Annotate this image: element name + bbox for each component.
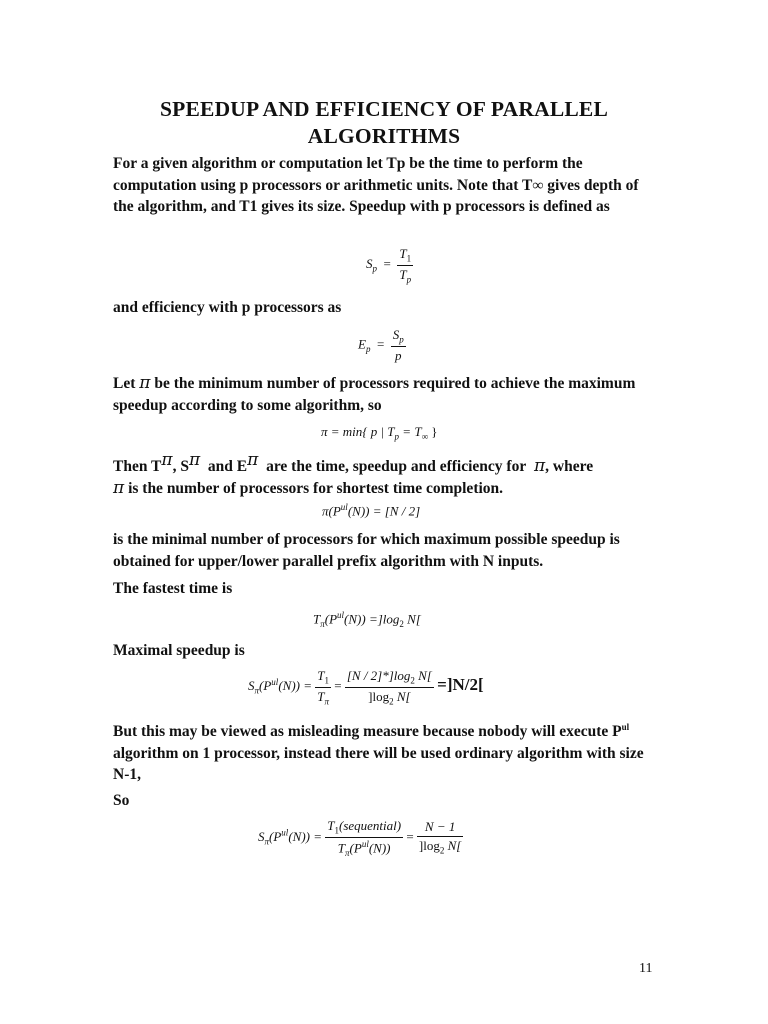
efficiency-fraction: $\frac{S_p}{p}$ (392, 327, 404, 363)
pi-symbol: π (139, 373, 151, 393)
misleading-paragraph: But this may be viewed as misleading measure because nobody will execute $P^{ul}$ algorithm on 1 processor, instead there will be used ordinary algorithm with size N-1, (113, 722, 644, 784)
speedup-equation: $S_p$ = $\frac{T_1}{T_p}$ (366, 246, 412, 285)
efficiency-equation: $E_p$ = $\frac{S_p}{p}$ (358, 327, 404, 363)
pi-symbol: π (161, 450, 173, 470)
page-number: 11 (639, 961, 653, 976)
pi-symbol: π (188, 450, 201, 470)
minimal-processors-paragraph: is the minimal number of processors for which maximum possible speedup is obtained for upper/lower parallel prefix algorithm with N inputs. (113, 531, 620, 570)
sequential-speedup-equation: $S_\pi(P^{ul}(N))$ = $\frac{T_1(sequential)}{T_\pi(P^{ul}(N))}$ = $\frac{N - 1}{]\log_2 N[}$ (258, 818, 462, 858)
page-title: SPEEDUP AND EFFICIENCY OF PARALLEL ALGORITHMS (160, 97, 608, 148)
fastest-time-equation: $T_\pi(P^{ul}(N)) =]\log_2$ N[ (313, 610, 421, 629)
pi-symbol: π (247, 450, 259, 470)
then-paragraph: Then $T^\pi$, $S^\pi$ and $E^\pi$ are the time, speedup and efficiency for π, where π is the number of processors for shortest time completion. (113, 450, 594, 498)
pi-min-equation: π = min{ p | $T_p = T_\infty$ } (321, 424, 438, 442)
pi-definition-paragraph: Let π be the minimum number of processors required to achieve the maximum speedup according to some algorithm, so (113, 373, 636, 414)
efficiency-intro: and efficiency with p processors as (113, 299, 342, 316)
maximal-speedup-label: Maximal speedup is (113, 642, 245, 659)
pi-symbol: π (113, 477, 125, 498)
intro-paragraph: For a given algorithm or computation let Tp be the time to perform the computation using p processors or arithmetic units. Note that T∞ gives depth of the algorithm, and T1 gives its size. Speedup with p processors is defined as (113, 155, 639, 215)
pi-pul-equation: $\pi(P^{ul}(N)) = [N / 2]$ (322, 502, 421, 519)
so-label: So (113, 792, 130, 809)
speedup-fraction: $\frac{T_1}{T_p}$ (399, 246, 412, 285)
fastest-time-label: The fastest time is (113, 580, 233, 597)
pi-symbol: π (533, 456, 546, 477)
maximal-speedup-equation: $S_\pi(P^{ul}(N))$ = $\frac{T_1}{T_\pi}$ = $\frac{[N / 2]*]\log_2 N[}{]\log_2 N[}$ =]N/2[ (248, 668, 484, 707)
